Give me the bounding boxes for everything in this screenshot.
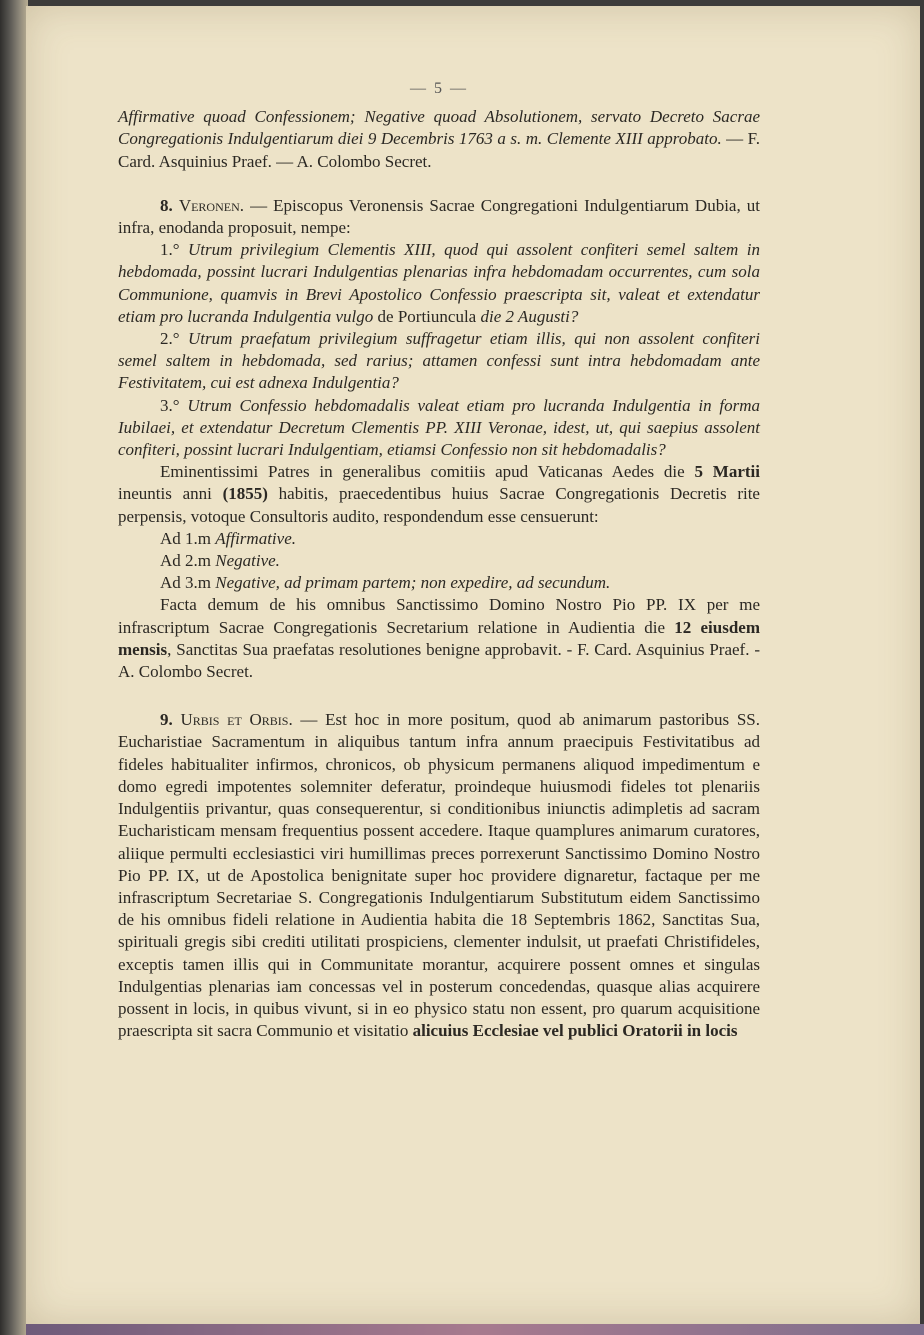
approval-text-b: , Sanctitas Sua praefatas resolutiones benigne approbavit. - F. Card. Asquinius Praef. - A. Colombo Secret. [118, 639, 760, 682]
page-text [118, 78, 760, 1042]
intro-signature: — F. Card. Asquinius Praef. — A. Colombo Secret. [118, 129, 760, 171]
intro-paragraph [118, 106, 760, 173]
section-8-number: 8. [160, 195, 173, 215]
intro-text: Affirmative quoad Confessionem; Negative quoad Absolutionem, servato Decreto Sacrae Congregationis Indulgentiarum diei 9 Decembris 1763 a s. m. Clemente XIII approbato. [118, 107, 760, 149]
response-paragraph [118, 461, 760, 528]
answer-1-label: Ad 1.m [160, 528, 216, 548]
section-9-paragraph [118, 709, 760, 1042]
question-2 [118, 328, 760, 395]
response-year: (1855) [222, 484, 268, 504]
approval-paragraph [118, 594, 760, 683]
answer-2-text: Negative. [215, 551, 280, 571]
question-1-text: Utrum privilegium Clementis XIII, quod qui assolent confiteri semel saltem in hebdomada, possint lucrari Indulgentias plenarias infra hebdomadam occurrentes, cum sola Communione, quamvis in Brevi Apostolico Confessio praescripta sit, valeat et extendatur etiam pro lucranda Indulgentia vulgo [118, 240, 760, 326]
book-binding-edge [0, 0, 28, 1335]
section-9-body: — Est hoc in more positum, quod ab animarum pastoribus SS. Eucharistiae Sacramentum in aliquibus tantum infra annum praecipuis Festivitatibus ad fideles habitualiter infirmos, chronicos, ob physicum permanens aliquod impedimentum e domo egredi impotentes solemniter deferatur, proindeque huiusmodi fideles tot plenariis Indulgentiis privantur, quas consequerentur, si conditionibus iniunctis adimpletis ad sacram Eucharisticam mensam frequentius possent accedere. Itaque quamplures animarum curatores, aliique permulti ecclesiastici viri humillimas preces porrexerunt Sanctissimo Domino Nostro Pio PP. IX, ut de Apostolica benignitate super hoc providere dignaretur, factaque per me infrascriptum Secretariae S. Congregationis Indulgentiarum Substitutum eidem Sanctissimo de his omnibus fideli relatione in Audientia habita die 18 Septembris 1862, Sanctitas Sua, spirituali gregis sibi crediti utilitati prospiciens, clementer indulsit, ut praefati Christifideles, exceptis tamen illis qui in Communitate morantur, acquirere possent omnes et singulas Indulgentias plenarias iam concessas vel in posterum concedendas, quasque alias acquirere possent in locis, in quibus vivunt, si in eo physico statu non essent, pro quarum acquisitione praescripta sit sacra Communio et visitatio [118, 710, 761, 1041]
section-8-title: Veronen. [178, 195, 245, 215]
answer-2-label: Ad 2.m [160, 551, 216, 571]
question-2-text: Utrum praefatum privilegium suffragetur etiam illis, qui non assolent confiteri semel saltem in hebdomada, sed rarius; attamen confessi sunt intra hebdomadam ante Festivitatem, cui est adnexa Indulgentia? [118, 329, 760, 393]
response-text-b: ineuntis anni [118, 484, 223, 504]
response-date: 5 Martii [694, 462, 760, 482]
page-number: — 5 — [410, 80, 468, 97]
answer-1-text: Affirmative. [215, 528, 296, 548]
answer-2 [118, 550, 760, 572]
answer-1 [118, 528, 760, 550]
question-2-number: 2.° [160, 329, 180, 349]
question-3-number: 3.° [160, 395, 180, 415]
section-8-lead-text: — Episcopus Veronensis Sacrae Congregationi Indulgentiarum Dubia, ut infra, enodanda proposuit, nempe: [118, 195, 761, 238]
question-1-date: die 2 Augusti? [480, 306, 579, 326]
section-9-last-line: alicuius Ecclesiae vel publici Oratorii in locis [408, 1021, 738, 1041]
question-1-number: 1.° [160, 240, 180, 260]
question-3-text: Utrum Confessio hebdomadalis valeat etiam pro lucranda Indulgentia in forma Iubilaei, et extendatur Decretum Clementis PP. XIII Veronae, idest, ut, qui saepius assolent confiteri, possint lucrari Indulgentiam, etiamsi Confessio non sit hebdomadalis? [118, 395, 760, 460]
answer-3-label: Ad 3.m [160, 573, 216, 593]
section-9-title: Urbis et Orbis. [180, 710, 293, 730]
section-9-number: 9. [160, 710, 173, 730]
response-text-c: habitis, praecedentibus huius Sacrae Congregationis Decretis rite perpensis, votoque Consultoris audito, respondendum esse censuerunt: [118, 484, 760, 526]
section-8-lead [118, 195, 760, 239]
bottom-cover-edge [26, 1324, 924, 1335]
answer-3-text: Negative, ad primam partem; non expedire, ad secundum. [215, 573, 611, 593]
approval-date: 12 eiusdem mensis [118, 617, 760, 659]
question-1-roman: de Portiuncula [373, 306, 481, 326]
answer-3 [118, 572, 760, 594]
question-3 [118, 395, 760, 462]
question-1 [118, 239, 760, 328]
approval-text-a: Facta demum de his omnibus Sanctissimo Domino Nostro Pio PP. IX per me infrascriptum Sacrae Congregationis Secretarium relatione in Audientia die [118, 595, 760, 637]
response-text-a: Eminentissimi Patres in generalibus comitiis apud Vaticanas Aedes die [160, 462, 695, 482]
